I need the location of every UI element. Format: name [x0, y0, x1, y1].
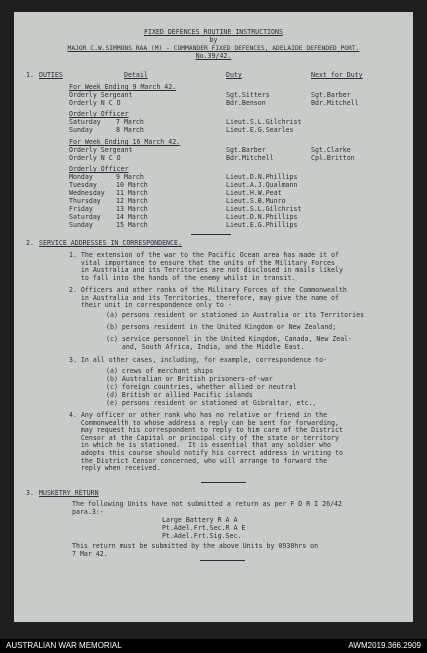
- oo-duty: Lieut.S.L.Gilchrist: [226, 118, 302, 126]
- oo-day: Sunday: [69, 126, 93, 134]
- col-next-header: Next for Duty: [311, 71, 363, 79]
- divider: [191, 234, 231, 235]
- w2-onco-next: Cpl.Britton: [311, 154, 355, 162]
- sec2-para3b: (b) Australian or British prisoners-of-war: [106, 375, 273, 383]
- document-page: [14, 12, 413, 622]
- oo-day: Thursday: [69, 197, 101, 205]
- document-author: MAJOR C.W.SIMMONS RAA (M) - COMMANDER FIXED DEFENCES, ADELAIDE DEFENDED PORT.: [67, 45, 360, 52]
- oo-duty: Lieut.S.L.Gilchrist: [226, 205, 302, 213]
- sec2-para2a: (a) persons resident or stationed in Australia or its Territories: [106, 311, 365, 319]
- w2-os-next: Sgt.Clarke: [311, 146, 351, 154]
- sec2-para2b: (b) persons resident in the United Kingdom or New Zealand;: [106, 323, 337, 331]
- footer-id: AWM2019.366.2909: [348, 641, 421, 650]
- sec3-heading: MUSKETRY RETURN: [39, 489, 99, 497]
- w1-onco-duty: Bdr.Benson: [226, 99, 266, 107]
- unit-item: Large Battery R A A: [162, 516, 238, 524]
- oo-day: Monday: [69, 173, 93, 181]
- week1-heading: For Week Ending 9 March 42.: [69, 83, 177, 91]
- sec2-para3e: (e) persons resident or stationed at Gibraltar, etc.,: [106, 399, 317, 407]
- document-title: FIXED DEFENCES ROUTINE INSTRUCTIONS: [144, 28, 283, 36]
- w1-os-next: Sgt.Barber: [311, 91, 351, 99]
- oo-day: Saturday: [69, 118, 101, 126]
- oo-duty: Lieut.D.N.Phillips: [226, 213, 298, 221]
- week2-heading: For Week Ending 16 March 42.: [69, 138, 181, 146]
- oo-duty: Lieut.E.G.Searles: [226, 126, 294, 134]
- sec1-number: 1.: [26, 71, 34, 79]
- footer-source: AUSTRALIAN WAR MEMORIAL: [6, 641, 122, 650]
- oo-duty: Lieut.D.N.Phillips: [226, 173, 298, 181]
- oo-day: Sunday: [69, 221, 93, 229]
- oo-date: 8 March: [116, 126, 144, 134]
- document-number: No.39/42.: [195, 52, 232, 60]
- footer-bar: [0, 639, 427, 653]
- oo-date: 12 March: [116, 197, 148, 205]
- oo-date: 9 March: [116, 173, 144, 181]
- sec2-para3c: (c) foreign countries, whether allied or neutral: [106, 383, 297, 391]
- oo-date: 7 March: [116, 118, 144, 126]
- sec2-para3: 3. In all other cases, including, for example, correspondence to-: [69, 356, 328, 364]
- oo-duty: Lieut.S.B.Munro: [226, 197, 286, 205]
- sec2-para1: 1. The extension of the war to the Pacific Ocean area has made it of vital importance to ensure that the units of the Military Forces in Australia and its Territories are not disclosed in mails likely to fall into the hands of the enemy whilst in transit.: [69, 251, 343, 282]
- sec2-para3a: (a) crews of merchant ships: [106, 367, 214, 375]
- w2-os-label: Orderly Sergeant: [69, 146, 133, 154]
- sec2-para3d: (d) British or allied Pacific islands: [106, 391, 253, 399]
- sec2-number: 2.: [26, 239, 34, 247]
- oo-day: Wednesday: [69, 189, 105, 197]
- sec3-intro: The following Units have not submitted a return as per F D R I 26/42 para.3:-: [72, 500, 342, 516]
- col-duty-header: Duty: [226, 71, 242, 79]
- oo-duty: Lieut.H.W.Peat: [226, 189, 282, 197]
- sec2-heading: SERVICE ADDRESSES IN CORRESPONDENCE.: [39, 239, 182, 247]
- w1-onco-label: Orderly N C O: [69, 99, 121, 107]
- w1-os-duty: Sgt.Sitters: [226, 91, 270, 99]
- oo-day: Saturday: [69, 213, 101, 221]
- oo-date: 15 March: [116, 221, 148, 229]
- sec2-para4: 4. Any officer or other rank who has no relative or friend in the Commonwealth to whose address a reply can be sent for forwarding, may request his correspondent to reply to him care of the District Censor at the Capital or principal city of the state or territory in which he is stationed. It is essential that any soldier who adopts this course should notify his correct address in writing to the District Censor concerned, who will arrange to forward the reply when received.: [69, 411, 343, 473]
- oo-day: Tuesday: [69, 181, 97, 189]
- oo-date: 10 March: [116, 181, 148, 189]
- divider: [200, 560, 245, 561]
- w2-os-duty: Sgt.Barber: [226, 146, 266, 154]
- sec2-para2c: (c) service personnel in the United Kingdom, Canada, New Zeal- and, South Africa, India, and the Middle East.: [106, 335, 353, 351]
- oo-date: 11 March: [116, 189, 148, 197]
- unit-item: Pt.Adel.Frt.Sec.R A E: [162, 524, 246, 532]
- oo-duty: Lieut.E.G.Phillips: [226, 221, 298, 229]
- divider: [201, 482, 246, 483]
- w2-onco-label: Orderly N C O: [69, 154, 121, 162]
- col-detail-header: Detail: [124, 71, 148, 79]
- w2-onco-duty: Bdr.Mitchell: [226, 154, 274, 162]
- oo-date: 14 March: [116, 213, 148, 221]
- w1-onco-next: Bdr.Mitchell: [311, 99, 359, 107]
- oo-duty: Lieut.A.J.Qualmann: [226, 181, 298, 189]
- oo-date: 13 March: [116, 205, 148, 213]
- w1-oo-label: Orderly Officer: [69, 110, 129, 118]
- w2-oo-label: Orderly Officer: [69, 165, 129, 173]
- sec2-para2: 2. Officers and other ranks of the Military Forces of the Commonwealth in Australia and its Territories, therefore, may give the name of their unit in correspondence only to -: [69, 286, 347, 310]
- sec3-closing: This return must be submitted by the above Units by 0930hrs on 7 Mar 42.: [72, 542, 319, 558]
- sec1-heading: DUTIES: [39, 71, 63, 79]
- oo-day: Friday: [69, 205, 93, 213]
- unit-item: Pt.Adel.Frt.Sig.Sec.: [162, 532, 242, 540]
- w1-os-label: Orderly Sergeant: [69, 91, 133, 99]
- sec3-number: 3.: [26, 489, 34, 497]
- document-by: by: [209, 36, 218, 44]
